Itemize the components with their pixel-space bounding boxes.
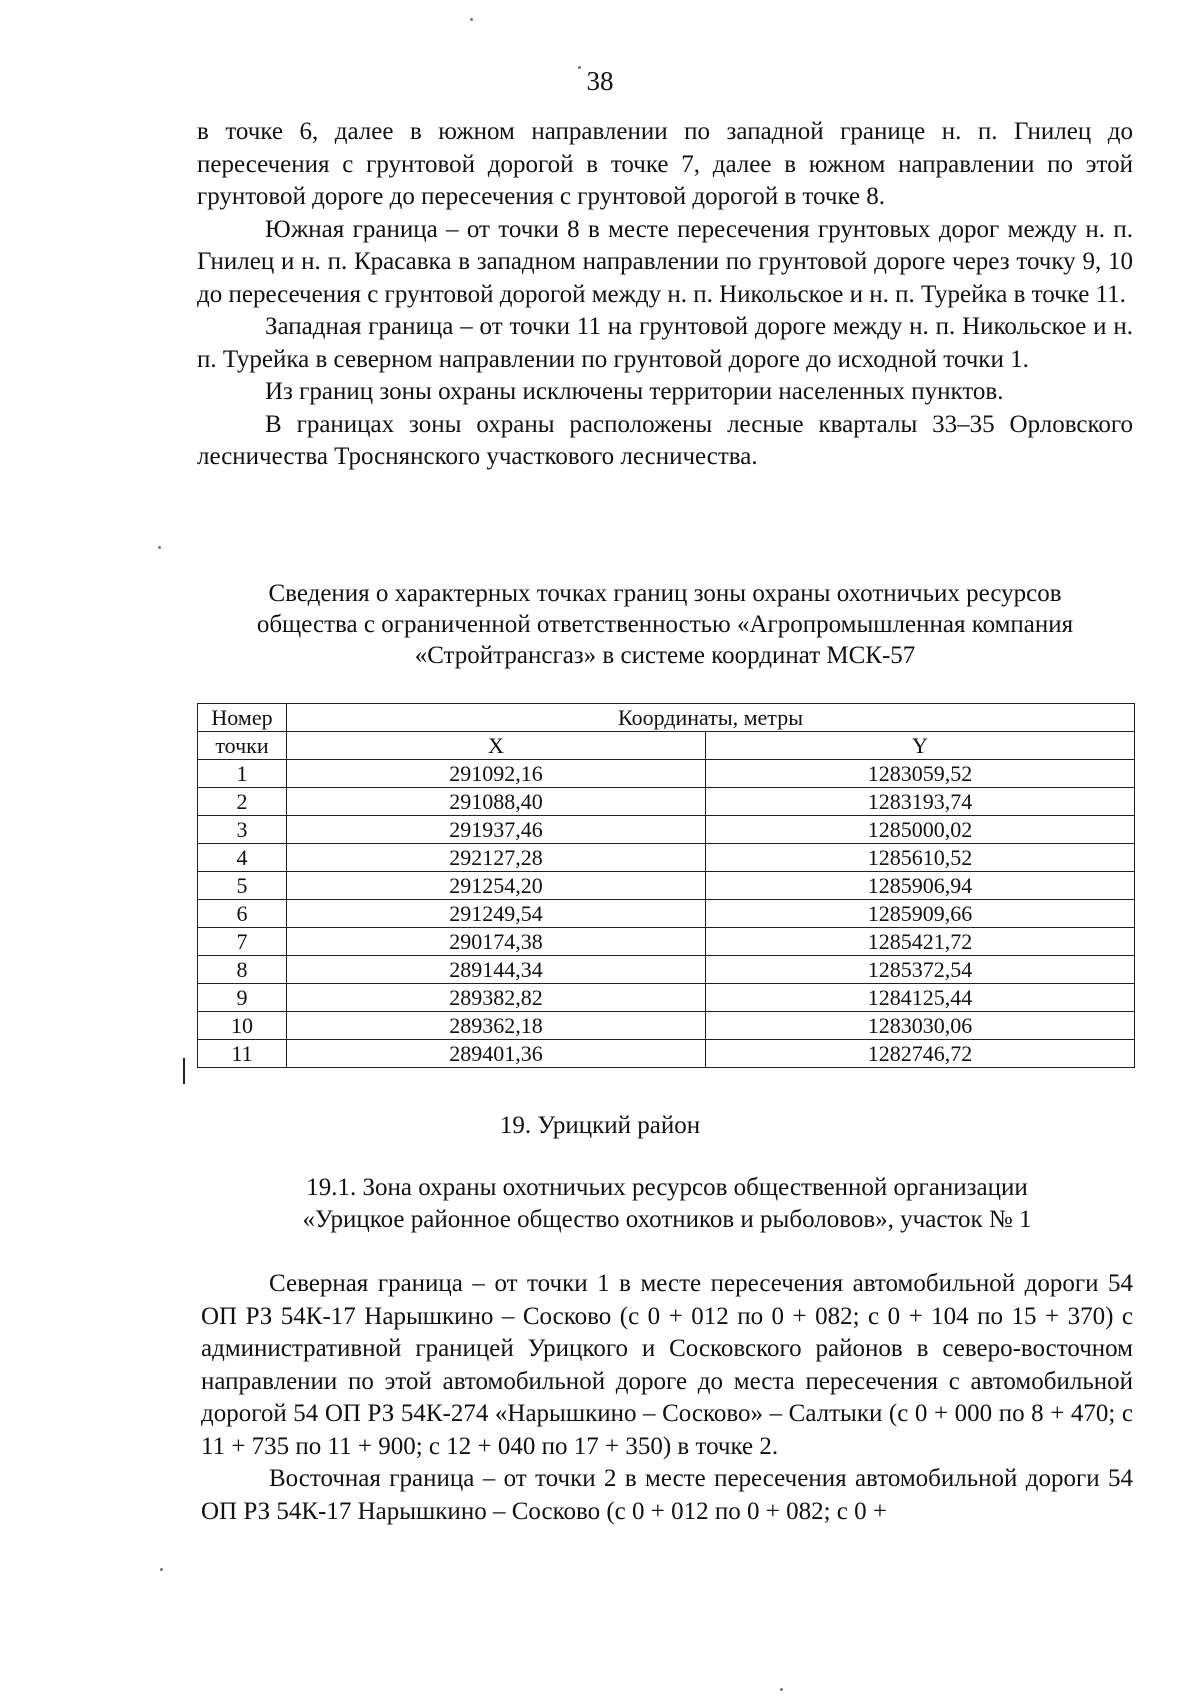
paragraph-continuation: в точке 6, далее в южном направлении по западной границе н. п. Гнилец до пересечения с грунтовой дорогой в точке 7, далее в южном направлении по этой грунтовой дороге до пересечения с грунтовой дорогой в точке 8. bbox=[197, 118, 1133, 210]
cell-num: 6 bbox=[198, 900, 287, 928]
header-coordinates: Координаты, метры bbox=[287, 704, 1135, 732]
cell-y: 1284125,44 bbox=[706, 984, 1135, 1012]
table-row bbox=[198, 956, 1135, 984]
cell-y: 1283193,74 bbox=[706, 788, 1135, 816]
cell-x: 290174,38 bbox=[287, 928, 706, 956]
top-text-block bbox=[197, 116, 1133, 474]
header-x: X bbox=[287, 732, 706, 760]
cell-num: 2 bbox=[198, 788, 287, 816]
page-number: 38 bbox=[586, 66, 614, 96]
table-row bbox=[198, 900, 1135, 928]
cell-y: 1283059,52 bbox=[706, 760, 1135, 788]
header-point-number-bottom: точки bbox=[198, 732, 287, 760]
cell-y: 1285906,94 bbox=[706, 872, 1135, 900]
cell-num: 8 bbox=[198, 956, 287, 984]
table-row bbox=[198, 984, 1135, 1012]
table-row bbox=[198, 844, 1135, 872]
cell-num: 7 bbox=[198, 928, 287, 956]
cell-num: 3 bbox=[198, 816, 287, 844]
cell-y: 1285909,66 bbox=[706, 900, 1135, 928]
cell-y: 1285372,54 bbox=[706, 956, 1135, 984]
coordinates-table-body bbox=[198, 760, 1135, 1068]
cell-x: 291088,40 bbox=[287, 788, 706, 816]
cell-x: 291254,20 bbox=[287, 872, 706, 900]
table-caption bbox=[197, 578, 1133, 671]
cell-num: 5 bbox=[198, 872, 287, 900]
cell-x: 289362,18 bbox=[287, 1012, 706, 1040]
cell-x: 291249,54 bbox=[287, 900, 706, 928]
paragraph-exclusions: Из границ зоны охраны исключены территории населенных пунктов. bbox=[265, 378, 1004, 405]
cell-y: 1285610,52 bbox=[706, 844, 1135, 872]
scan-speck bbox=[470, 18, 473, 21]
paragraph-south-border: Южная граница – от точки 8 в месте пересечения грунтовых дорог между н. п. Гнилец и н. п. Красавка в западном направлении по грунтовой дороге через точку 9, 10 до пересечения с грунтовой дорогой между н. п. Никольское и н. п. Турейка в точке 11. bbox=[197, 215, 1133, 308]
table-caption-line: «Стройтрансгаз» в системе координат МСК-57 bbox=[414, 642, 916, 669]
table-row bbox=[198, 1012, 1135, 1040]
cell-num: 4 bbox=[198, 844, 287, 872]
subsection-title bbox=[201, 1172, 1133, 1236]
subsection-title-line: 19.1. Зона охраны охотничьих ресурсов общественной организации bbox=[306, 1174, 1028, 1201]
cell-num: 11 bbox=[198, 1040, 287, 1068]
coordinates-table bbox=[197, 703, 1135, 1068]
table-caption-line: общества с ограниченной ответственностью «Агропромышленная компания bbox=[256, 611, 1074, 638]
scan-speck bbox=[158, 546, 161, 549]
cell-num: 10 bbox=[198, 1012, 287, 1040]
scan-speck bbox=[578, 66, 581, 69]
cell-x: 289382,82 bbox=[287, 984, 706, 1012]
bottom-text-block bbox=[201, 1268, 1133, 1528]
scan-speck bbox=[160, 1568, 163, 1571]
paragraph-north-border: Северная граница – от точки 1 в месте пересечения автомобильной дороги 54 ОП РЗ 54К-17 Нарышкино – Сосково (с 0 + 012 по 0 + 082; с 0 + 104 по 15 + 370) с административной границей Урицкого и Сосковского районов в северо-восточном направлении по этой автомобильной дороге до места пересечения с автомобильной дорогой 54 ОП РЗ 54К-274 «Нарышкино – Сосково» – Салтыки (с 0 + 000 по 8 + 470; с 11 + 735 по 11 + 900; с 12 + 040 по 17 + 350) в точке 2. bbox=[201, 1270, 1133, 1460]
section-title: 19. Урицкий район bbox=[499, 1112, 701, 1139]
table-row bbox=[198, 816, 1135, 844]
table-row bbox=[198, 928, 1135, 956]
table-row bbox=[198, 872, 1135, 900]
table-row bbox=[198, 760, 1135, 788]
cell-x: 289401,36 bbox=[287, 1040, 706, 1068]
paragraph-west-border: Западная граница – от точки 11 на грунтовой дороге между н. п. Никольское и н. п. Турейка в северном направлении по грунтовой дороге до исходной точки 1. bbox=[197, 313, 1133, 373]
cell-y: 1285000,02 bbox=[706, 816, 1135, 844]
cell-y: 1285421,72 bbox=[706, 928, 1135, 956]
cell-x: 289144,34 bbox=[287, 956, 706, 984]
subsection-title-line: «Урицкое районное общество охотников и рыболовов», участок № 1 bbox=[302, 1206, 1032, 1233]
header-point-number-top: Номер bbox=[198, 704, 287, 732]
scan-speck bbox=[780, 1688, 783, 1691]
header-y: Y bbox=[706, 732, 1135, 760]
cell-x: 292127,28 bbox=[287, 844, 706, 872]
cell-x: 291937,46 bbox=[287, 816, 706, 844]
cell-x: 291092,16 bbox=[287, 760, 706, 788]
table-row bbox=[198, 1040, 1135, 1068]
paragraph-east-border: Восточная граница – от точки 2 в месте пересечения автомобильной дороги 54 ОП РЗ 54К-17 Нарышкино – Сосково (с 0 + 012 по 0 + 082; с 0 + bbox=[201, 1465, 1133, 1525]
table-caption-line: Сведения о характерных точках границ зоны охраны охотничьих ресурсов bbox=[268, 580, 1062, 607]
cell-num: 9 bbox=[198, 984, 287, 1012]
cell-y: 1282746,72 bbox=[706, 1040, 1135, 1068]
table-row bbox=[198, 788, 1135, 816]
cell-num: 1 bbox=[198, 760, 287, 788]
margin-mark bbox=[183, 1058, 185, 1084]
cell-y: 1283030,06 bbox=[706, 1012, 1135, 1040]
paragraph-forest-quarters: В границах зоны охраны расположены лесные кварталы 33–35 Орловского лесничества Троснянского участкового лесничества. bbox=[197, 410, 1133, 470]
